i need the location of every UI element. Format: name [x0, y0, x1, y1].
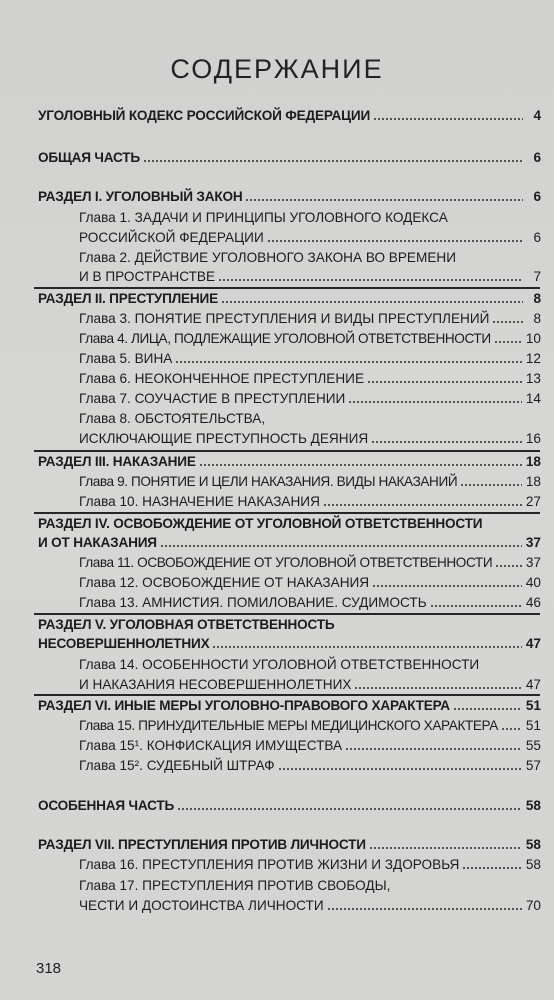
toc-entry-label: Глава 10. НАЗНАЧЕНИЕ НАКАЗАНИЯ [79, 494, 320, 509]
dot-leader [354, 687, 521, 689]
toc-entry-page: 55 [525, 738, 541, 753]
toc-entry-label: Глава 15². СУДЕБНЫЙ ШТРАФ [79, 758, 275, 773]
dot-leader [367, 381, 522, 383]
dot-leader [212, 646, 521, 648]
toc-entry[interactable] [38, 454, 541, 469]
dot-leader [199, 464, 522, 466]
toc-entry-label: И НАКАЗАНИЯ НЕСОВЕРШЕННОЛЕТНИХ [79, 677, 352, 692]
toc-entry[interactable] [79, 738, 541, 753]
toc-entry-first-line: Глава 8. ОБСТОЯТЕЛЬСТВА, [79, 411, 266, 426]
toc-entry-page: 46 [525, 595, 541, 610]
toc-entry[interactable] [38, 837, 541, 852]
toc-entry[interactable] [79, 311, 541, 326]
dot-leader [348, 401, 522, 403]
toc-entry-label: РАЗДЕЛ I. УГОЛОВНЫЙ ЗАКОН [38, 189, 243, 204]
toc-entry[interactable] [79, 857, 541, 872]
dot-leader [323, 504, 522, 506]
toc-entry-page: 51 [525, 698, 541, 713]
toc-entry[interactable] [79, 898, 541, 913]
toc-entry-label: Глава 16. ПРЕСТУПЛЕНИЯ ПРОТИВ ЖИЗНИ И ЗДОРОВЬЯ [79, 857, 460, 872]
dot-leader [245, 199, 523, 201]
toc-entry-label: Глава 3. ПОНЯТИЕ ПРЕСТУПЛЕНИЯ И ВИДЫ ПРЕСТУПЛЕНИЙ [79, 311, 490, 326]
toc-entry[interactable] [79, 494, 541, 509]
toc-entry-label: Глава 5. ВИНА [79, 351, 173, 366]
toc-entry-page: 47 [525, 677, 541, 692]
toc-entry-page: 70 [525, 898, 541, 913]
toc-entry[interactable] [38, 150, 541, 165]
toc-entry[interactable] [79, 718, 541, 733]
toc-entry-page: 13 [525, 371, 541, 386]
dot-leader [327, 908, 522, 910]
dot-leader [371, 441, 522, 443]
toc-entry-label: Глава 6. НЕОКОНЧЕННОЕ ПРЕСТУПЛЕНИЕ [79, 371, 365, 386]
toc-entry-label: УГОЛОВНЫЙ КОДЕКС РОССИЙСКОЙ ФЕДЕРАЦИИ [38, 108, 371, 123]
toc-entry[interactable] [38, 636, 541, 651]
toc-entry-label: Глава 12. ОСВОБОЖДЕНИЕ ОТ НАКАЗАНИЯ [79, 575, 370, 590]
toc-entry-page: 51 [525, 718, 541, 733]
toc-entry-page: 10 [525, 331, 541, 346]
toc-entry-page: 8 [533, 291, 541, 306]
toc-entry-first-line: РАЗДЕЛ V. УГОЛОВНАЯ ОТВЕТСТВЕННОСТЬ [38, 617, 335, 632]
toc-entry-label: ИСКЛЮЧАЮЩИЕ ПРЕСТУПНОСТЬ ДЕЯНИЯ [79, 431, 369, 446]
dot-leader [462, 867, 522, 869]
dot-leader [218, 279, 523, 281]
dot-leader [175, 361, 522, 363]
dot-leader [177, 808, 522, 810]
toc-entry-label: Глава 7. СОУЧАСТИЕ В ПРЕСТУПЛЕНИИ [79, 391, 346, 406]
toc-entry-page: 58 [525, 798, 541, 813]
section-divider [34, 694, 540, 696]
toc-entry-page: 12 [525, 351, 541, 366]
toc-entry-label: ОБЩАЯ ЧАСТЬ [38, 150, 140, 165]
dot-leader [372, 585, 522, 587]
dot-leader [278, 768, 522, 770]
page-number: 318 [36, 960, 62, 977]
toc-entry[interactable] [79, 230, 541, 245]
section-divider [34, 613, 540, 615]
toc-entry[interactable] [79, 371, 541, 386]
toc-entry[interactable] [79, 595, 541, 610]
toc-entry[interactable] [38, 108, 541, 123]
page-title: СОДЕРЖАНИЕ [170, 54, 384, 84]
dot-leader [143, 160, 523, 162]
toc-entry[interactable] [79, 677, 541, 692]
toc-entry-label: И ОТ НАКАЗАНИЯ [38, 535, 157, 550]
dot-leader [369, 847, 522, 849]
toc-entry-label: Глава 15¹. КОНФИСКАЦИЯ ИМУЩЕСТВА [79, 738, 343, 753]
toc-entry-label: ЧЕСТИ И ДОСТОИНСТВА ЛИЧНОСТИ [79, 898, 324, 913]
toc-entry[interactable] [38, 189, 541, 204]
toc-entry-page: 6 [533, 189, 541, 204]
toc-entry-page: 58 [525, 857, 541, 872]
toc-entry-first-line: Глава 14. ОСОБЕННОСТИ УГОЛОВНОЙ ОТВЕТСТВЕННОСТИ [79, 657, 480, 672]
toc-entry-page: 40 [525, 575, 541, 590]
dot-leader [373, 118, 523, 120]
toc-entry-page: 27 [525, 494, 541, 509]
dot-leader [492, 321, 523, 323]
dot-leader [221, 301, 523, 303]
toc-entry-label: Глава 15. ПРИНУДИТЕЛЬНЫЕ МЕРЫ МЕДИЦИНСКОГО ХАРАКТЕРА [79, 718, 498, 733]
toc-entry[interactable] [38, 535, 541, 550]
toc-entry-page: 4 [533, 108, 541, 123]
toc-entry-page: 58 [525, 837, 541, 852]
toc-entry-page: 18 [525, 474, 541, 489]
toc-entry[interactable] [38, 798, 541, 813]
toc-entry-page: 7 [533, 269, 541, 284]
toc-entry[interactable] [79, 575, 541, 590]
toc-entry[interactable] [79, 351, 541, 366]
dot-leader [495, 565, 522, 567]
toc-entry[interactable] [79, 269, 541, 284]
toc-entry-label: РАЗДЕЛ II. ПРЕСТУПЛЕНИЕ [38, 291, 218, 306]
toc-entry-label: Глава 4. ЛИЦА, ПОДЛЕЖАЩИЕ УГОЛОВНОЙ ОТВЕТСТВЕННОСТИ [79, 331, 491, 346]
toc-entry[interactable] [38, 291, 541, 306]
toc-entry-first-line: РАЗДЕЛ IV. ОСВОБОЖДЕНИЕ ОТ УГОЛОВНОЙ ОТВЕТСТВЕННОСТИ [38, 516, 483, 531]
toc-entry-page: 6 [533, 230, 541, 245]
toc-entry-label: Глава 13. АМНИСТИЯ. ПОМИЛОВАНИЕ. СУДИМОСТЬ [79, 595, 427, 610]
toc-entry-page: 37 [525, 555, 541, 570]
toc-entry-label: Глава 11. ОСВОБОЖДЕНИЕ ОТ УГОЛОВНОЙ ОТВЕТСТВЕННОСТИ [79, 555, 493, 570]
toc-entry-label: ОСОБЕННАЯ ЧАСТЬ [38, 798, 175, 813]
toc-entry-page: 57 [525, 758, 541, 773]
dot-leader [267, 240, 523, 242]
toc-entry-page: 16 [525, 431, 541, 446]
toc-entry[interactable] [38, 698, 541, 713]
toc-entry-label: РОССИЙСКОЙ ФЕДЕРАЦИИ [79, 230, 264, 245]
toc-entry-page: 18 [525, 454, 541, 469]
toc-entry[interactable] [79, 555, 541, 570]
toc-entry-label: НЕСОВЕРШЕННОЛЕТНИХ [38, 636, 210, 651]
toc-entry-label: И В ПРОСТРАНСТВЕ [79, 269, 216, 284]
toc-entry-first-line: Глава 1. ЗАДАЧИ И ПРИНЦИПЫ УГОЛОВНОГО КОДЕКСА [79, 210, 448, 225]
toc-entry[interactable] [79, 474, 541, 489]
toc-entry-first-line: Глава 17. ПРЕСТУПЛЕНИЯ ПРОТИВ СВОБОДЫ, [79, 878, 391, 893]
section-divider [34, 287, 540, 289]
dot-leader [460, 484, 522, 486]
toc-entry-label: РАЗДЕЛ VII. ПРЕСТУПЛЕНИЯ ПРОТИВ ЛИЧНОСТИ [38, 837, 366, 852]
dot-leader [501, 728, 522, 730]
toc-entry-page: 37 [525, 535, 541, 550]
toc-entry-label: РАЗДЕЛ VI. ИНЫЕ МЕРЫ УГОЛОВНО-ПРАВОВОГО ХАРАКТЕРА [38, 698, 450, 713]
toc-entry-page: 6 [533, 150, 541, 165]
toc-entry-page: 47 [525, 636, 541, 651]
dot-leader [453, 708, 522, 710]
section-divider [34, 512, 540, 514]
dot-leader [494, 341, 522, 343]
section-divider [34, 450, 540, 452]
dot-leader [430, 605, 522, 607]
toc-entry[interactable] [79, 431, 541, 446]
dot-leader [345, 748, 522, 750]
dot-leader [160, 545, 522, 547]
toc-entry-label: РАЗДЕЛ III. НАКАЗАНИЕ [38, 454, 196, 469]
toc-entry[interactable] [79, 331, 541, 346]
toc-entry-label: Глава 9. ПОНЯТИЕ И ЦЕЛИ НАКАЗАНИЯ. ВИДЫ НАКАЗАНИЙ [79, 474, 458, 489]
toc-entry-page: 8 [533, 311, 541, 326]
toc-entry-page: 14 [525, 391, 541, 406]
toc-entry-first-line: Глава 2. ДЕЙСТВИЕ УГОЛОВНОГО ЗАКОНА ВО ВРЕМЕНИ [79, 250, 456, 265]
toc-entry[interactable] [79, 391, 541, 406]
toc-entry[interactable] [79, 758, 541, 773]
